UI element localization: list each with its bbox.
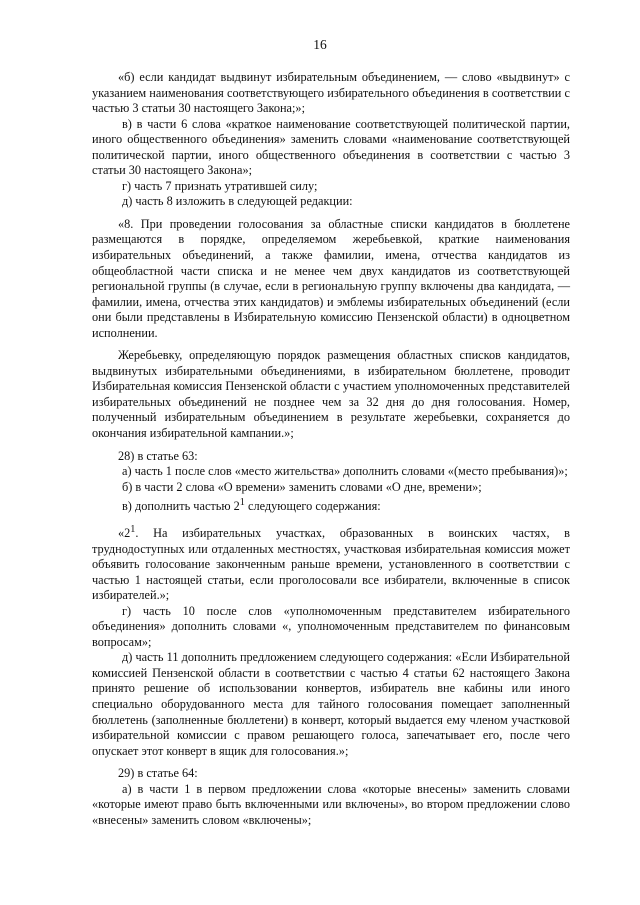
paragraph: д) часть 8 изложить в следующей редакции: (122, 194, 353, 209)
paragraph: Жеребьевку, определяющую порядок размещения областных списков кандидатов, выдвинутых избирательными объединениями, в избирательном бюллетене, проводит Избирательная комиссия Пензенской области с участием уполномоченных представителей избирательных объединений не позднее чем за 32 дня до дня голосования. Номер, полученный избирательным объединением в результате жеребьевки, сохраняется до окончания избирательной кампании.»; (92, 348, 570, 441)
paragraph: «$2^1$. На избирательных участках, образованных в воинских частях, в труднодоступных или отдаленных местностях, участковая избирательная комиссия может объявить голосование законченным раньше времени, установленного в соответствии с частью 1 настоящей статьи, если проголосовали все избиратели, включенные в список избирателей.»; (92, 523, 570, 603)
paragraph: г) часть 10 после слов «уполномоченным представителем избирательного объединения» дополнить словами «, уполномоченным представителем по финансовым вопросам»; (92, 603, 570, 649)
paragraph: б) в части 2 слова «О времени» заменить словами «О дне, времени»; (122, 479, 482, 494)
paragraph: г) часть 7 признать утратившей силу; (122, 178, 318, 193)
paragraph: 28) в статье 63: (118, 448, 198, 463)
page-number: 16 (313, 37, 327, 52)
document-body (92, 70, 570, 828)
paragraph: в) в части 6 слова «краткое наименование соответствующей политической партии, иного общественного объединения» заменить словами «наименование соответствующей политической партии, иного общественного объединения в соответствии с частью 3 статьи 30 настоящего Закона»; (92, 116, 570, 178)
superscript: 1 (239, 497, 245, 509)
superscript: 1 (130, 523, 136, 535)
paragraph: «б) если кандидат выдвинут избирательным объединением, — слово «выдвинут» с указанием наименования соответствующего избирательного объединения в соответствии с частью 3 статьи 30 настоящего Закона;»; (92, 70, 570, 116)
paragraph: а) часть 1 после слов «место жительства» дополнить словами «(место пребывания)»; (122, 464, 568, 479)
paragraph: «8. При проведении голосования за областные списки кандидатов в бюллетене размещаются в порядке, определяемом жеребьевкой, краткие наименования избирательных объединений, а также фамилии, имена, отчества кандидатов из общеобластной части списка и не менее чем двух кандидатов из соответствующей региональной группы (в случае, если в региональную группу включены два кандидата, — фамилии, имена, отчества этих кандидатов) и эмблемы избирательных объединений (если они были представлены в Избирательную комиссию Пензенской области) в одноцветном исполнении. (92, 216, 570, 340)
paragraph: 29) в статье 64: (118, 766, 198, 781)
paragraph: а) в части 1 в первом предложении слова «которые внесены» заменить словами «которые имеют право быть включенными или включены», во втором предложении слово «внесены» заменить словом «включены»; (92, 781, 570, 827)
paragraph: в) дополнить частью $2^1$ следующего содержания: (122, 497, 381, 514)
paragraph: д) часть 11 дополнить предложением следующего содержания: «Если Избирательной комиссией Пензенской области в соответствии с частью 4 статьи 62 настоящего Закона принято решение об использовании конвертов, избиратель вне кабины или иного специально оборудованного места для тайного голосования помещает заполненный бюллетень (заполненные бюллетени) в конверт, который выдается ему членом участковой избирательной комиссии с правом решающего голоса, запечатывает его, после чего опускает этот конверт в ящик для голосования.»; (92, 650, 570, 758)
